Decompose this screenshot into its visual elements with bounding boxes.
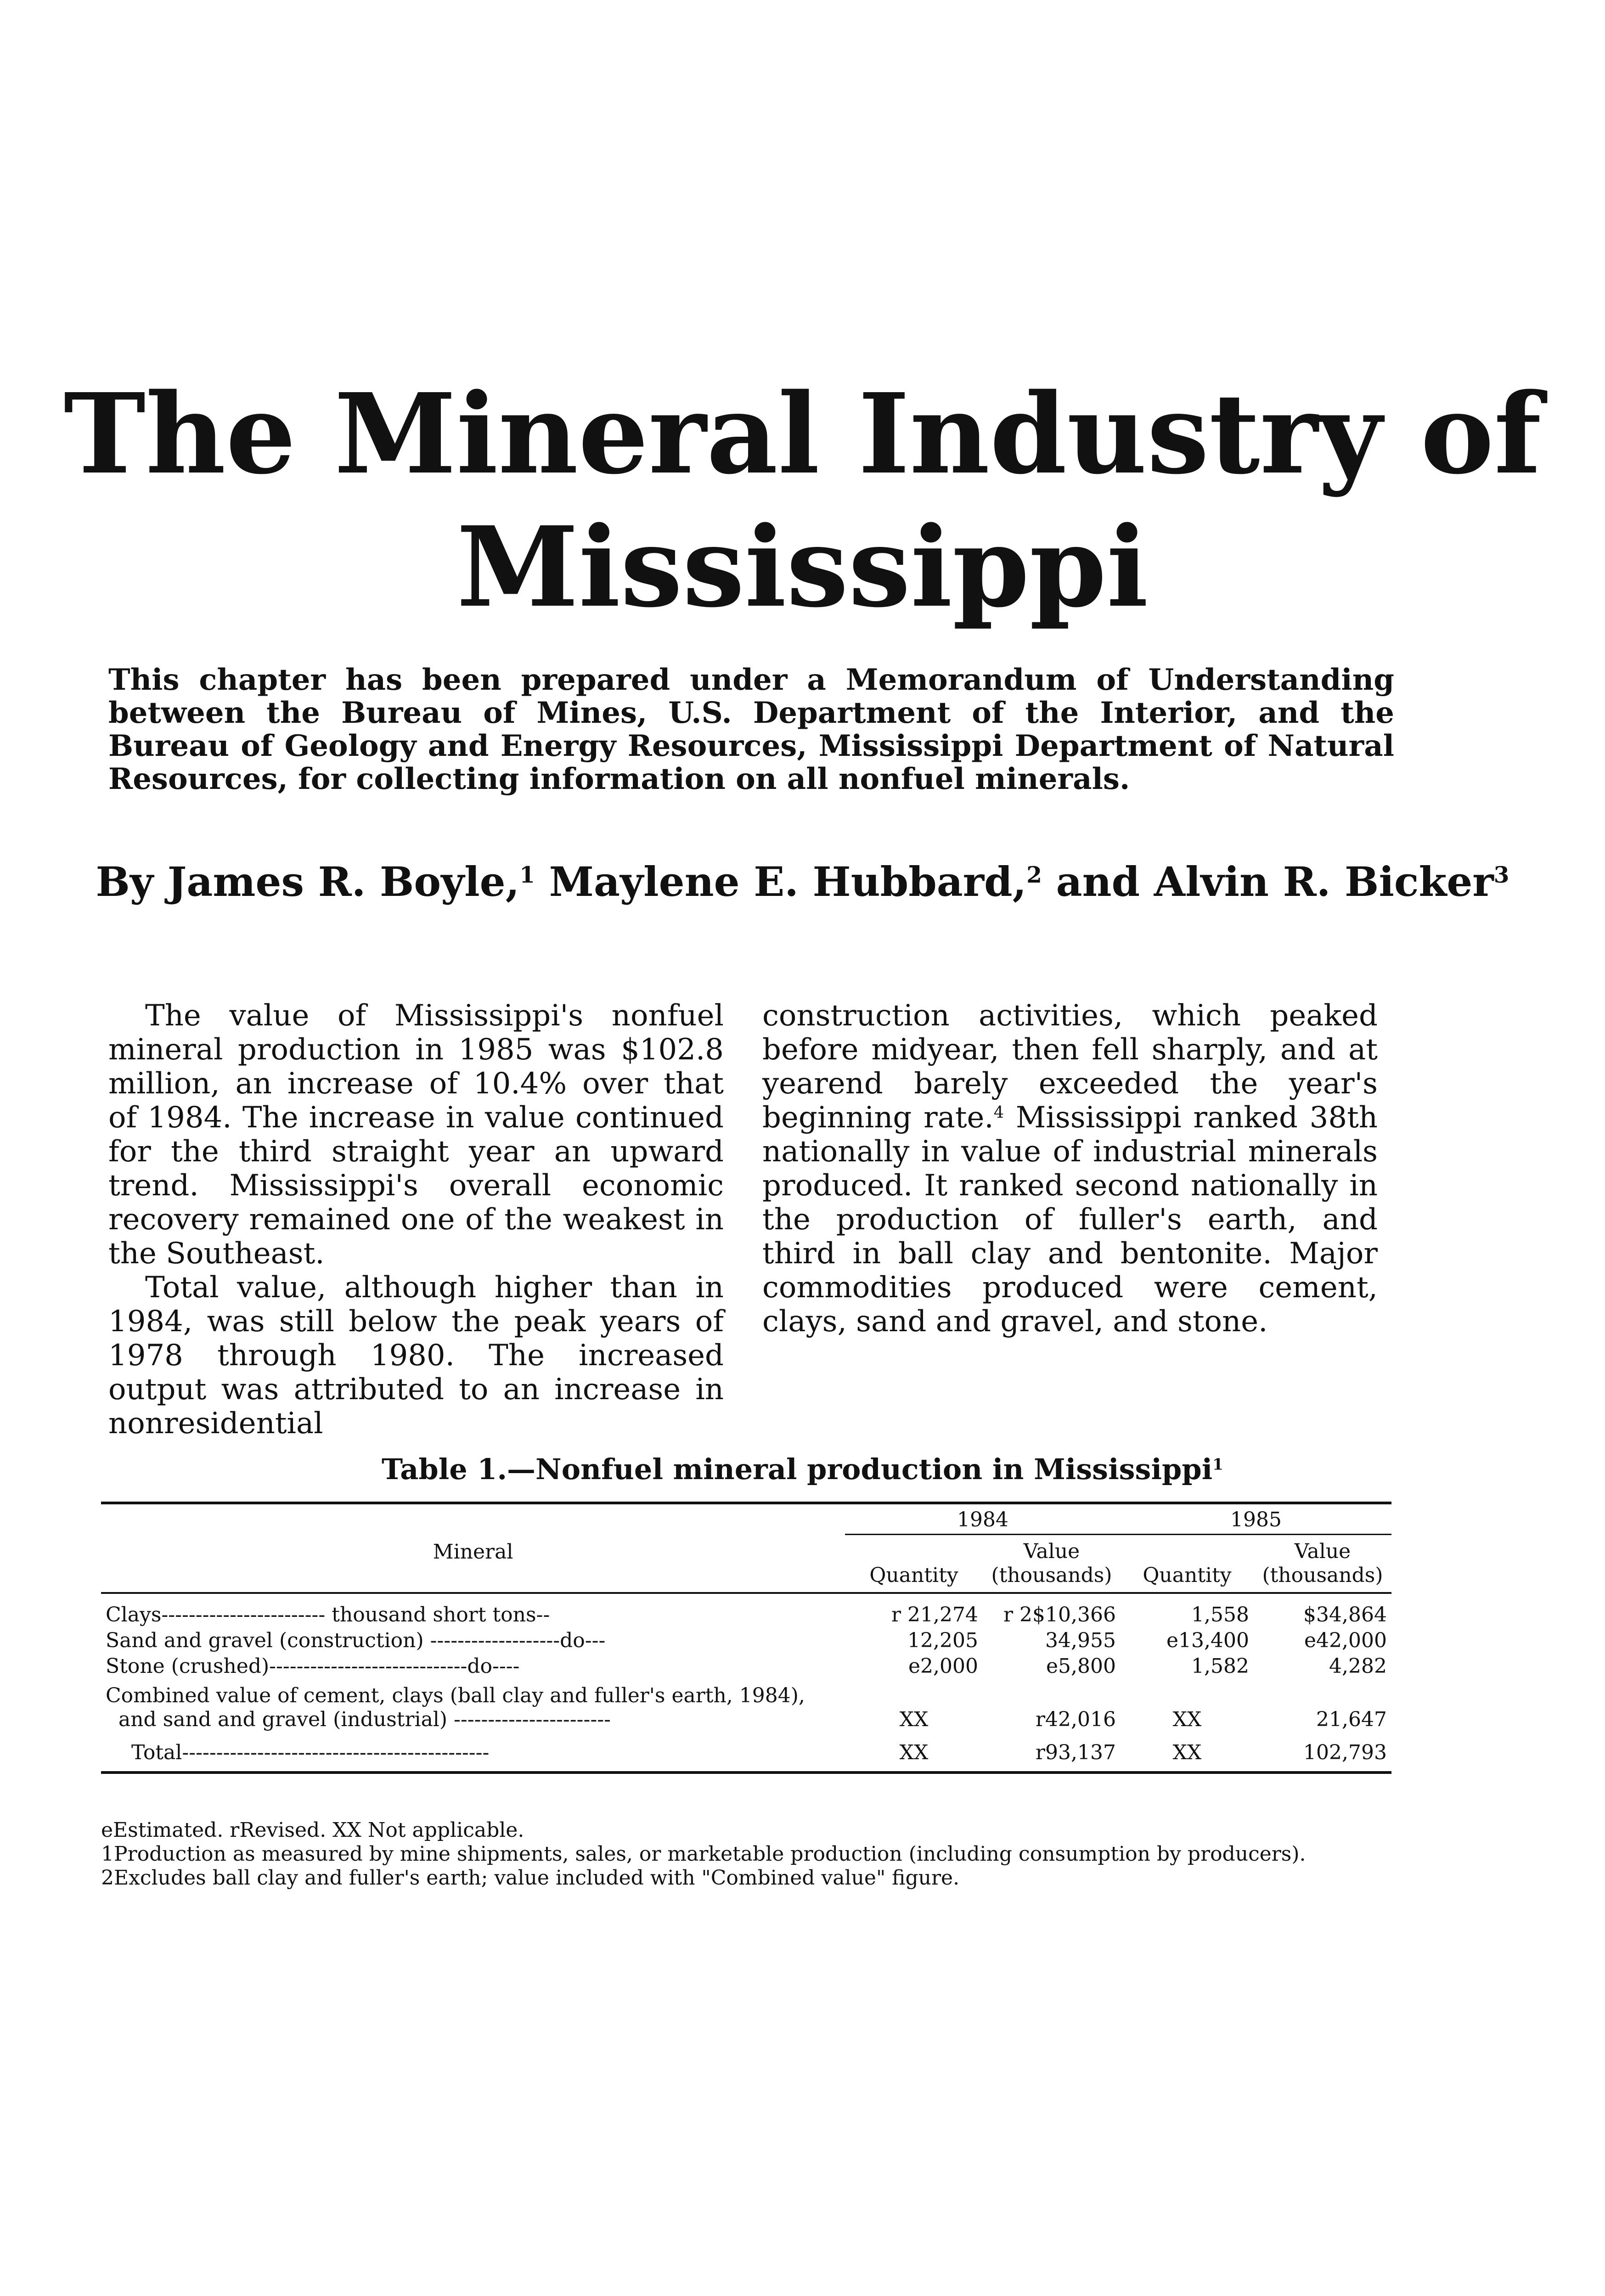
cell-quantity-1985: 1,582 <box>1191 1654 1249 1678</box>
cell-quantity-1984: XX <box>899 1708 929 1731</box>
mineral-name: Sand and gravel (construction) <box>106 1629 424 1652</box>
body-column-left <box>108 999 724 1441</box>
body-paragraph-3b: Mississippi ranked 38th nationally in value of industrial minerals produced. It ranked second nationally in the production of fuller's earth, and third in ball clay and bentonite. Major commodities produced were cement, clays, sand and gravel, and stone. <box>762 1101 1378 1339</box>
header-value-1985-line2: (thousands) <box>1262 1564 1383 1587</box>
header-quantity-1985: Quantity <box>1121 1535 1254 1593</box>
memorandum-note: This chapter has been prepared under a Memorandum of Understanding between the Bureau of Mines, U.S. Department of the Interior, and the Bureau of Geology and Energy Resources, Mississippi Department of Natural Resources, for collecting information on all nonfuel minerals. <box>108 663 1394 796</box>
production-table-grid <box>101 1502 1391 1774</box>
body-paragraph-3 <box>762 999 1378 1339</box>
header-mineral: Mineral <box>101 1503 845 1593</box>
header-value-1985 <box>1254 1535 1391 1593</box>
unit-label: do <box>467 1654 492 1678</box>
cell-value-1985: $34,864 <box>1303 1603 1387 1626</box>
table-row-total <box>101 1733 1391 1773</box>
combined-label-line1: Combined value of cement, clays (ball clay and fuller's earth, 1984), <box>106 1684 805 1707</box>
note-2: 2Excludes ball clay and fuller's earth; value included with "Combined value" figure. <box>101 1866 960 1890</box>
unit-label: do <box>560 1629 585 1652</box>
table-row <box>101 1593 1391 1628</box>
leader-dots: ----------------------- <box>454 1708 611 1731</box>
leader-tail: --- <box>585 1629 606 1652</box>
production-table <box>101 1502 1391 1774</box>
cell-value-1985: 21,647 <box>1316 1708 1387 1731</box>
body-column-right <box>762 999 1378 1339</box>
row-mineral <box>101 1593 845 1628</box>
cell-value-1984: r42,016 <box>1036 1708 1116 1731</box>
table-caption <box>0 1451 1605 1488</box>
table-row <box>101 1654 1391 1679</box>
row-total-label <box>101 1733 845 1773</box>
note-abbreviations: eEstimated. rRevised. XX Not applicable. <box>101 1818 524 1842</box>
row-mineral <box>101 1628 845 1654</box>
table-row <box>101 1628 1391 1654</box>
cell-value-1984: 34,955 <box>1045 1629 1116 1652</box>
title-line-2: Mississippi <box>456 502 1149 632</box>
body-paragraph-1: The value of Mississippi's nonfuel mineral production in 1985 was $102.8 million, an increase of 10.4% over that of 1984. The increase in value continued for the third straight year an upward trend. Mississippi's overall economic recovery remained one of the weakest in the Southeast. <box>108 999 724 1271</box>
mineral-name: Clays <box>106 1603 162 1626</box>
leader-dots: ------------------- <box>430 1629 560 1652</box>
table-caption-text: Table 1.—Nonfuel mineral production in Mississippi <box>382 1452 1213 1486</box>
row-mineral <box>101 1654 845 1679</box>
leader-dots: ----------------------------- <box>269 1654 467 1678</box>
header-value-1984-line2: (thousands) <box>991 1564 1112 1587</box>
author-1-note: 1 <box>519 862 535 888</box>
header-value-1984-line1: Value <box>1023 1540 1080 1563</box>
body-paragraph-3a: construction activities, which peaked before midyear, then fell sharply, and at yearend barely exceeded the year's beginning rate. <box>762 999 1378 1135</box>
author-2-note: 2 <box>1026 862 1042 888</box>
cell-quantity-1985: 1,558 <box>1191 1603 1249 1626</box>
leader-dots: ------------------------ <box>161 1603 326 1626</box>
table-caption-note: 1 <box>1212 1455 1223 1474</box>
table-header-years <box>101 1503 1391 1535</box>
byline <box>0 856 1605 907</box>
cell-value-1984: r93,137 <box>983 1733 1121 1773</box>
cell-value-1985: 102,793 <box>1254 1733 1391 1773</box>
mineral-name: Stone (crushed) <box>106 1654 270 1678</box>
cell-quantity-1984: r 21,274 <box>891 1603 978 1626</box>
note-1: 1Production as measured by mine shipments, sales, or marketable production (including consumption by producers). <box>101 1842 1306 1866</box>
cell-value-1985: 4,282 <box>1329 1654 1387 1678</box>
cell-quantity-1984: e2,000 <box>908 1654 978 1678</box>
table-notes <box>101 1818 1433 1890</box>
body-paragraph-2: Total value, although higher than in 1984, was still below the peak years of 1978 through 1980. The increased output was attributed to an increase in nonresidential <box>108 1271 724 1441</box>
header-year-1985: 1985 <box>1121 1503 1391 1535</box>
byline-conjunction: and <box>1056 858 1140 906</box>
footnote-ref-4: 4 <box>993 1103 1004 1122</box>
leader-dots: --------------------------------------------- <box>182 1741 490 1764</box>
cell-quantity-1985: e13,400 <box>1166 1629 1249 1652</box>
cell-value-1984: e5,800 <box>1046 1654 1116 1678</box>
page-title <box>0 367 1605 634</box>
header-value-1984 <box>983 1535 1121 1593</box>
author-3: Alvin R. Bicker <box>1154 858 1494 906</box>
row-mineral <box>101 1679 845 1733</box>
cell-quantity-1984: XX <box>845 1733 983 1773</box>
cell-value-1985: e42,000 <box>1304 1629 1387 1652</box>
total-label: Total <box>131 1741 182 1764</box>
cell-value-1984: r 2$10,366 <box>1003 1603 1116 1626</box>
cell-quantity-1985: XX <box>1172 1708 1202 1731</box>
header-value-1985-line1: Value <box>1294 1540 1351 1563</box>
table-row-combined <box>101 1679 1391 1733</box>
author-1: James R. Boyle, <box>167 858 520 906</box>
byline-prefix: By <box>96 858 154 906</box>
leader-tail: -- <box>536 1603 550 1626</box>
combined-label-line2: and sand and gravel (industrial) <box>118 1708 448 1731</box>
author-3-note: 3 <box>1493 862 1509 888</box>
cell-quantity-1984: 12,205 <box>907 1629 978 1652</box>
header-quantity-1984: Quantity <box>845 1535 983 1593</box>
cell-quantity-1985: XX <box>1121 1733 1254 1773</box>
unit-label: thousand short tons <box>332 1603 536 1626</box>
author-2: Maylene E. Hubbard, <box>549 858 1027 906</box>
leader-tail: ---- <box>492 1654 520 1678</box>
title-line-1: The Mineral Industry of <box>63 369 1542 499</box>
header-year-1984: 1984 <box>845 1503 1121 1535</box>
